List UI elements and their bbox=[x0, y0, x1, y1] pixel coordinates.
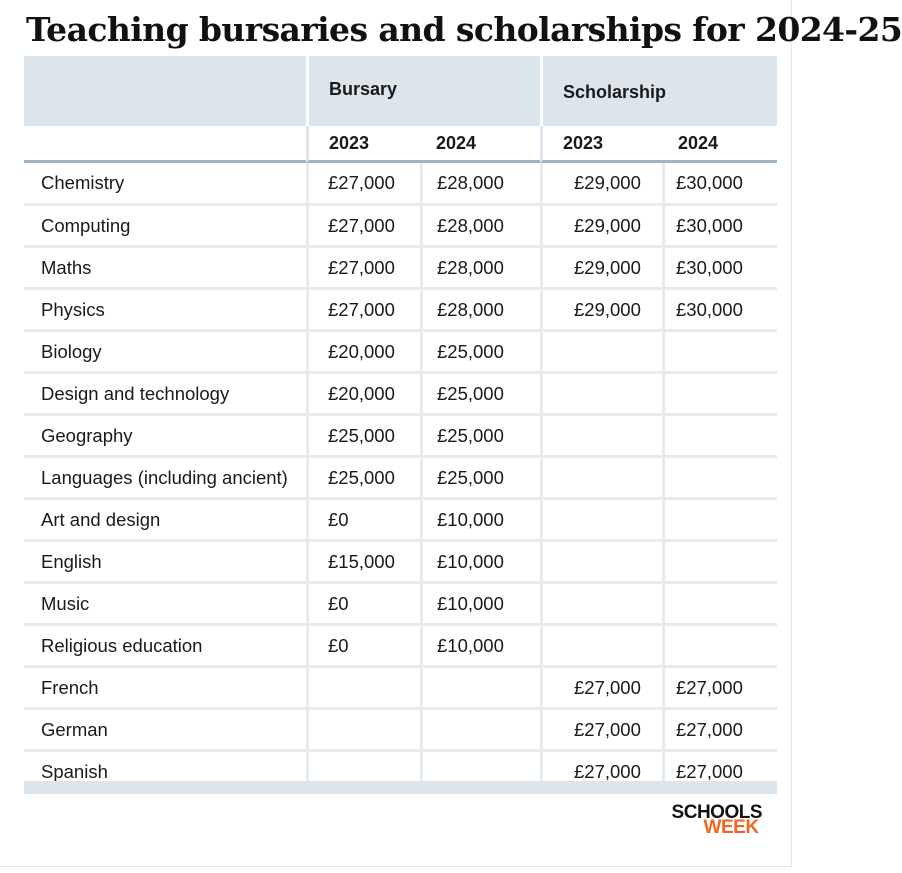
year-header-row bbox=[24, 126, 777, 163]
table-row bbox=[24, 374, 777, 416]
bursary-2023-cell: £27,000 bbox=[306, 206, 420, 248]
table-row bbox=[24, 584, 777, 626]
subject-cell: Physics bbox=[24, 290, 306, 332]
scholarship-group-header: Scholarship bbox=[540, 56, 777, 126]
subject-cell: Geography bbox=[24, 416, 306, 458]
bursary-2024-cell: £28,000 bbox=[420, 206, 540, 248]
bursary-2024-cell: £25,000 bbox=[420, 374, 540, 416]
table-row bbox=[24, 206, 777, 248]
scholarship-2023-cell bbox=[540, 332, 662, 374]
bursary-2024-cell bbox=[420, 668, 540, 710]
scholarship-2024-cell: £27,000 bbox=[662, 710, 777, 752]
bursary-2024-cell: £10,000 bbox=[420, 584, 540, 626]
table-row bbox=[24, 626, 777, 668]
scholarship-2024-cell bbox=[662, 332, 777, 374]
scholarship-2024-cell bbox=[662, 626, 777, 668]
subject-cell: Biology bbox=[24, 332, 306, 374]
bursary-table bbox=[24, 56, 777, 794]
subject-cell: French bbox=[24, 668, 306, 710]
scholarship-2024-cell: £30,000 bbox=[662, 206, 777, 248]
scholarship-2024-cell: £30,000 bbox=[662, 248, 777, 290]
subject-cell: Music bbox=[24, 584, 306, 626]
scholarship-2023-cell: £27,000 bbox=[540, 668, 662, 710]
subject-cell: Chemistry bbox=[24, 163, 306, 206]
table-panel bbox=[24, 56, 777, 846]
table-row bbox=[24, 500, 777, 542]
bursary-2024-cell: £25,000 bbox=[420, 332, 540, 374]
scholarship-2023-cell bbox=[540, 374, 662, 416]
table-row bbox=[24, 416, 777, 458]
bursary-2024-cell: £10,000 bbox=[420, 542, 540, 584]
table-row bbox=[24, 332, 777, 374]
scholarship-2023-cell bbox=[540, 500, 662, 542]
scholarship-2023-cell: £27,000 bbox=[540, 710, 662, 752]
scholarship-2024-cell: £30,000 bbox=[662, 290, 777, 332]
scholarship-2024-cell: £30,000 bbox=[662, 163, 777, 206]
logo-line-schools: SCHOOLS bbox=[671, 802, 762, 823]
bursary-group-header: Bursary bbox=[306, 56, 540, 126]
subject-year-spacer bbox=[24, 126, 306, 163]
bursary-2024-cell bbox=[420, 710, 540, 752]
bursary-2024-cell: £25,000 bbox=[420, 458, 540, 500]
scholarship-2024-cell bbox=[662, 584, 777, 626]
bursary-2023-cell bbox=[306, 710, 420, 752]
scholarship-2024-cell: £27,000 bbox=[662, 752, 777, 794]
scholarship-2023-header: 2023 bbox=[540, 126, 662, 163]
table-row bbox=[24, 163, 777, 206]
bursary-2023-header: 2023 bbox=[306, 126, 420, 163]
footer-area bbox=[24, 794, 777, 846]
bursary-2023-cell bbox=[306, 668, 420, 710]
footer-band bbox=[24, 781, 777, 794]
bursary-2024-cell: £10,000 bbox=[420, 500, 540, 542]
table-row bbox=[24, 290, 777, 332]
subject-cell: Religious education bbox=[24, 626, 306, 668]
bursary-2023-cell: £27,000 bbox=[306, 248, 420, 290]
scholarship-2023-cell: £29,000 bbox=[540, 290, 662, 332]
scholarship-2023-cell: £27,000 bbox=[540, 752, 662, 794]
bursary-2024-header: 2024 bbox=[420, 126, 540, 163]
subject-header-cell bbox=[24, 56, 306, 126]
scholarship-2024-cell bbox=[662, 500, 777, 542]
bursary-2024-cell: £25,000 bbox=[420, 416, 540, 458]
scholarship-2023-cell bbox=[540, 626, 662, 668]
bursary-2023-cell: £0 bbox=[306, 584, 420, 626]
subject-cell: Languages (including ancient) bbox=[24, 458, 306, 500]
bursary-2023-cell: £0 bbox=[306, 500, 420, 542]
schools-week-logo bbox=[671, 802, 762, 838]
subject-cell: German bbox=[24, 710, 306, 752]
subject-cell: Art and design bbox=[24, 500, 306, 542]
group-header-row bbox=[24, 56, 777, 126]
bursary-2023-cell: £20,000 bbox=[306, 374, 420, 416]
table-row bbox=[24, 710, 777, 752]
bursary-2023-cell: £0 bbox=[306, 626, 420, 668]
scholarship-2024-cell bbox=[662, 458, 777, 500]
table-body bbox=[24, 163, 777, 794]
bursary-2024-cell: £28,000 bbox=[420, 290, 540, 332]
subject-cell: Spanish bbox=[24, 752, 306, 794]
bursary-2023-cell: £25,000 bbox=[306, 416, 420, 458]
scholarship-2024-cell: £27,000 bbox=[662, 668, 777, 710]
chart-title: Teaching bursaries and scholarships for 2024-25 bbox=[26, 10, 902, 49]
bursary-2023-cell: £20,000 bbox=[306, 332, 420, 374]
bursary-2023-cell: £15,000 bbox=[306, 542, 420, 584]
scholarship-2023-cell: £29,000 bbox=[540, 206, 662, 248]
scholarship-2023-cell bbox=[540, 542, 662, 584]
bursary-2024-cell: £10,000 bbox=[420, 626, 540, 668]
scholarship-2023-cell bbox=[540, 584, 662, 626]
table-row bbox=[24, 248, 777, 290]
bursary-2023-cell: £27,000 bbox=[306, 163, 420, 206]
logo-line-week: WEEK bbox=[703, 817, 759, 838]
table-row bbox=[24, 458, 777, 500]
bursary-2023-cell: £25,000 bbox=[306, 458, 420, 500]
subject-cell: Computing bbox=[24, 206, 306, 248]
scholarship-2023-cell bbox=[540, 416, 662, 458]
subject-cell: Maths bbox=[24, 248, 306, 290]
subject-cell: English bbox=[24, 542, 306, 584]
table-row bbox=[24, 668, 777, 710]
bursary-2024-cell: £28,000 bbox=[420, 248, 540, 290]
subject-cell: Design and technology bbox=[24, 374, 306, 416]
bursary-2024-cell: £28,000 bbox=[420, 163, 540, 206]
scholarship-2024-cell bbox=[662, 416, 777, 458]
scholarship-2024-cell bbox=[662, 542, 777, 584]
table-row bbox=[24, 542, 777, 584]
scholarship-2024-cell bbox=[662, 374, 777, 416]
scholarship-2023-cell bbox=[540, 458, 662, 500]
scholarship-2024-header: 2024 bbox=[662, 126, 777, 163]
scholarship-2023-cell: £29,000 bbox=[540, 163, 662, 206]
bursary-2023-cell: £27,000 bbox=[306, 290, 420, 332]
scholarship-2023-cell: £29,000 bbox=[540, 248, 662, 290]
